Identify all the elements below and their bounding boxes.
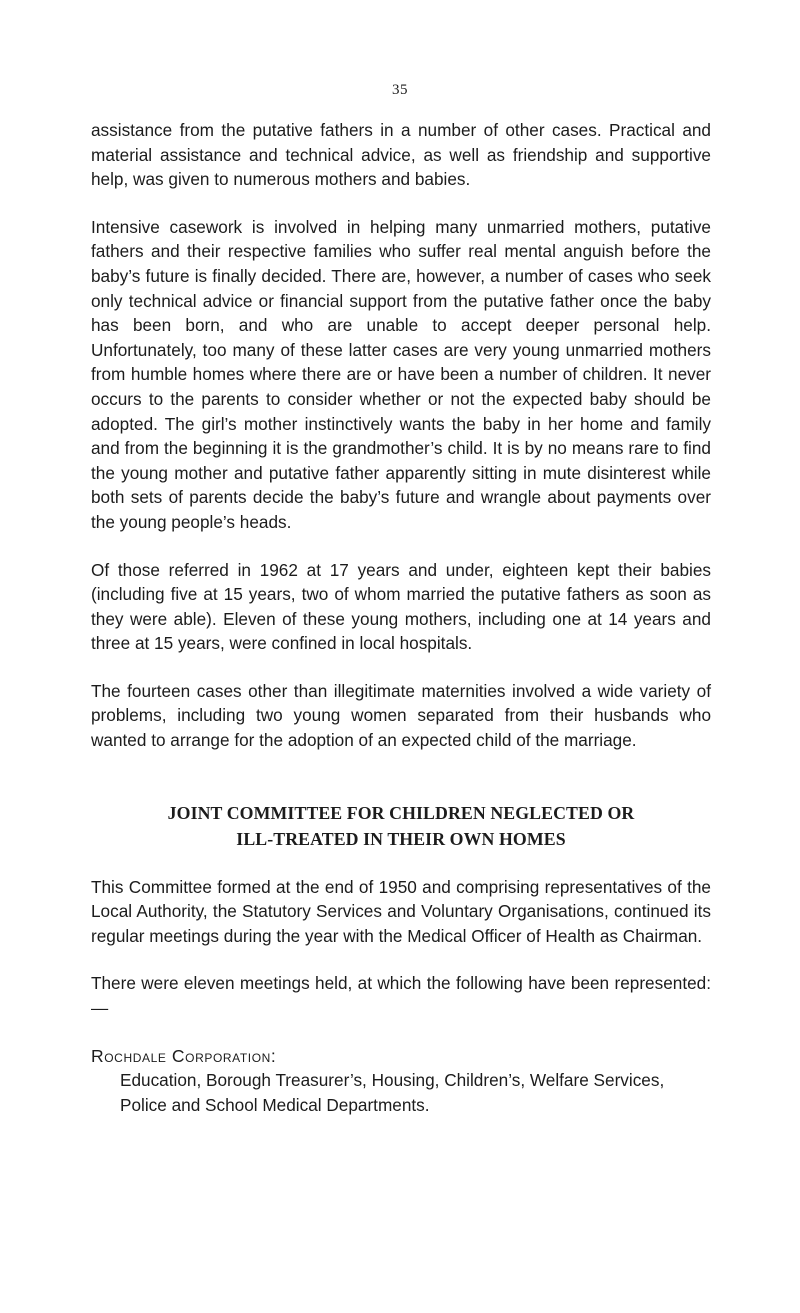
departments-list: Education, Borough Treasurer’s, Housing, Children’s, Welfare Services, Police and School Medical Departments.	[120, 1070, 665, 1115]
section-heading-line-1: JOINT COMMITTEE FOR CHILDREN NEGLECTED OR	[167, 802, 635, 823]
paragraph-putative-fathers-assistance: assistance from the putative fathers in a number of other cases. Practical and material assistance and technical advice, as well as friendship and supportive help, was given to numerous mothers and babies.	[91, 120, 711, 190]
paragraph-referrals-1962: Of those referred in 1962 at 17 years and under, eighteen kept their babies (including five at 15 years, two of whom married the putative fathers as soon as they were able). Eleven of these young mothers, including one at 14 years and three at 15 years, were confined in local hospitals.	[91, 559, 711, 654]
section-heading-line-2: ILL-TREATED IN THEIR OWN HOMES	[236, 828, 566, 849]
page-body	[91, 118, 711, 1117]
paragraph-meetings-held: There were eleven meetings held, at which the following have been represented:—	[91, 973, 711, 1019]
paragraph-intensive-casework: Intensive casework is involved in helping many unmarried mothers, putative fathers and their respective families who suffer real mental anguish before the baby’s future is finally decided. There are, however, a number of cases who seek only technical advice or financial support from the putative father once the baby has been born, and who are unable to accept deeper personal help. Unfortunately, too many of these latter cases are very young unmarried mothers from humble homes where there are or have been a number of children. It never occurs to the parents to consider whether or not the expected baby should be adopted. The girl’s mother instinctively wants the baby in her home and family and from the beginning it is the grandmother’s child. It is by no means rare to find the young mother and putative father apparently sitting in mute disinterest while both sets of parents decide the baby’s future and wrangle about payments over the young people’s heads.	[91, 216, 711, 532]
paragraph-other-cases: The fourteen cases other than illegitimate maternities involved a wide variety of problems, including two young women separated from their husbands who wanted to arrange for the adoption of an expected child of the marriage.	[91, 680, 711, 751]
paragraph-committee-formation: This Committee formed at the end of 1950 and comprising representatives of the Local Authority, the Statutory Services and Voluntary Organisations, continued its regular meetings during the year with the Medical Officer of Health as Chairman.	[91, 876, 711, 946]
subheading-rochdale-corporation: Rochdale Corporation:	[91, 1045, 277, 1066]
page-number: 35	[392, 82, 408, 98]
